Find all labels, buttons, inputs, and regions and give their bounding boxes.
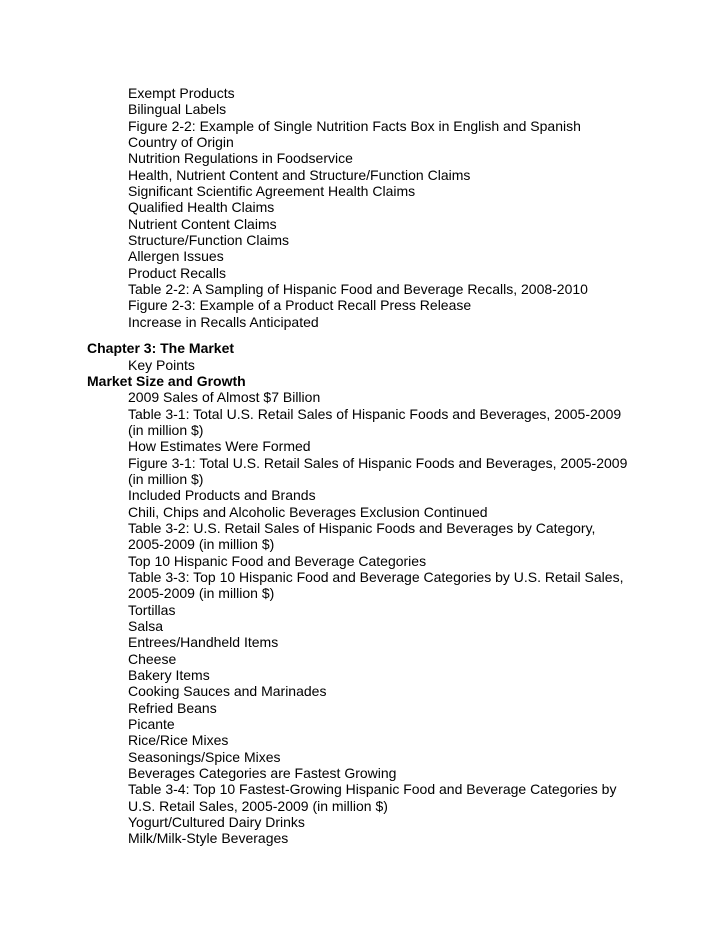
toc-entry-continuation: (in million $): [128, 421, 204, 438]
toc-entry-continuation: 2005-2009 (in million $): [128, 585, 275, 602]
toc-entry: How Estimates Were Formed: [128, 438, 311, 455]
toc-entry: Table 2-2: A Sampling of Hispanic Food and Beverage Recalls, 2008-2010: [128, 281, 588, 298]
toc-entry: Table 3-4: Top 10 Fastest-Growing Hispanic Food and Beverage Categories by: [128, 781, 617, 798]
toc-entry: Figure 2-3: Example of a Product Recall Press Release: [128, 297, 472, 314]
toc-section-chapter-3: [0, 340, 728, 847]
toc-entry: Country of Origin: [128, 134, 234, 151]
toc-entry: Table 3-1: Total U.S. Retail Sales of Hispanic Foods and Beverages, 2005-2009: [128, 405, 622, 422]
toc-entry: Significant Scientific Agreement Health Claims: [128, 183, 416, 200]
toc-entry: Allergen Issues: [128, 248, 224, 265]
toc-entry: Beverages Categories are Fastest Growing: [128, 765, 397, 782]
toc-entry: Nutrient Content Claims: [128, 215, 277, 232]
toc-entry: Included Products and Brands: [128, 487, 316, 504]
toc-entry-continuation: U.S. Retail Sales, 2005-2009 (in million $): [128, 797, 388, 814]
toc-entry: Qualified Health Claims: [128, 199, 275, 216]
toc-entry-continuation: (in million $): [128, 470, 204, 487]
toc-entry: Product Recalls: [128, 264, 227, 281]
toc-entry: Table 3-3: Top 10 Hispanic Food and Beverage Categories by U.S. Retail Sales,: [128, 568, 624, 585]
toc-entry: Structure/Function Claims: [128, 232, 290, 249]
document-page: [0, 85, 728, 847]
toc-entry: Key Points: [128, 356, 195, 373]
toc-entry: Table 3-2: U.S. Retail Sales of Hispanic Foods and Beverages by Category,: [128, 519, 596, 536]
toc-entry: Tortillas: [128, 601, 176, 618]
section-spacer: [0, 330, 728, 340]
toc-entry: Increase in Recalls Anticipated: [128, 313, 319, 330]
toc-section-chapter-2-tail: [0, 85, 728, 330]
toc-entry: Health, Nutrient Content and Structure/Function Claims: [128, 166, 471, 183]
section-heading: Market Size and Growth: [87, 372, 246, 389]
toc-entry: Entrees/Handheld Items: [128, 634, 279, 651]
toc-entry: Bakery Items: [128, 667, 210, 684]
toc-entry: Refried Beans: [128, 699, 217, 716]
toc-entry: Chili, Chips and Alcoholic Beverages Exclusion Continued: [128, 503, 488, 520]
chapter-heading: Chapter 3: The Market: [87, 340, 235, 357]
toc-entry: Salsa: [128, 618, 164, 634]
toc-entry: 2009 Sales of Almost $7 Billion: [128, 389, 321, 406]
toc-entry: Bilingual Labels: [128, 101, 227, 118]
toc-entry: Nutrition Regulations in Foodservice: [128, 150, 353, 167]
toc-entry-continuation: 2005-2009 (in million $): [128, 536, 275, 553]
toc-entry: Milk/Milk-Style Beverages: [128, 830, 289, 847]
toc-entry: Figure 2-2: Example of Single Nutrition Facts Box in English and Spanish: [128, 117, 581, 134]
toc-entry: Picante: [128, 716, 175, 733]
toc-entry: Top 10 Hispanic Food and Beverage Categories: [128, 552, 427, 569]
toc-entry: Rice/Rice Mixes: [128, 732, 229, 749]
toc-entry: Cheese: [128, 650, 177, 667]
toc-entry: Seasonings/Spice Mixes: [128, 748, 281, 765]
toc-entry: Exempt Products: [128, 85, 235, 101]
toc-entry: Cooking Sauces and Marinades: [128, 683, 327, 700]
toc-entry: Figure 3-1: Total U.S. Retail Sales of Hispanic Foods and Beverages, 2005-2009: [128, 454, 628, 471]
toc-entry: Yogurt/Cultured Dairy Drinks: [128, 814, 305, 831]
